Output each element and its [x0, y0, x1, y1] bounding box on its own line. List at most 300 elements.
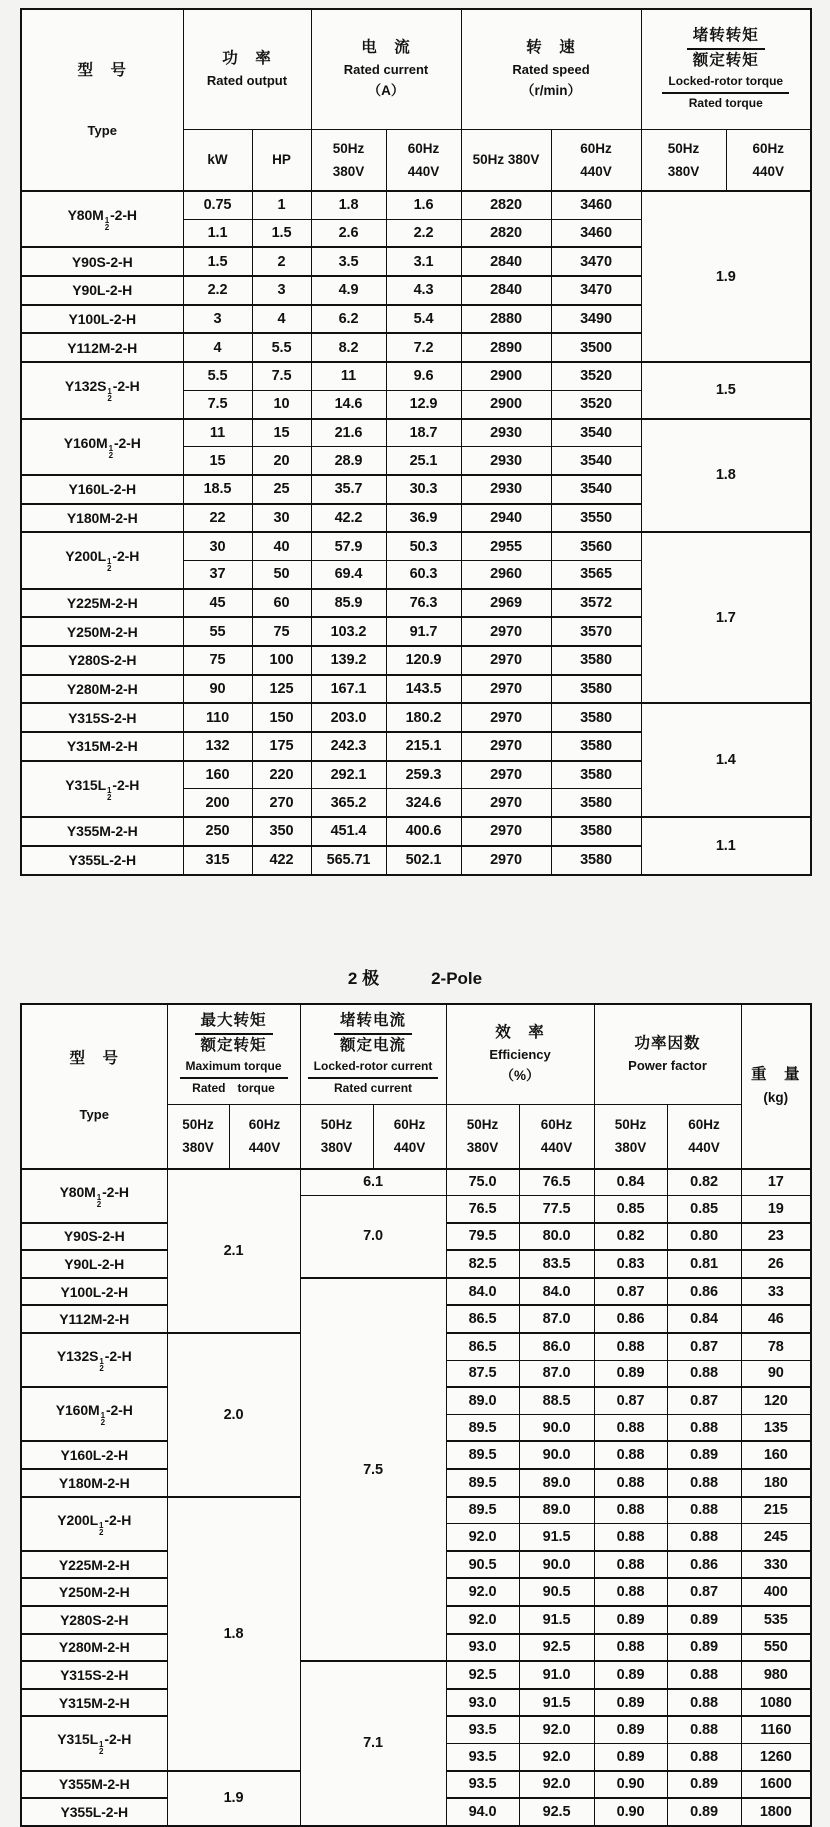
value-cell: 2930 [461, 447, 551, 475]
torque-ratio-cell: 1.8 [641, 419, 811, 533]
value-cell: 55 [183, 617, 252, 646]
value-cell: 78 [741, 1333, 811, 1360]
value-cell: 79.5 [446, 1223, 519, 1251]
value-cell: 2900 [461, 390, 551, 418]
performance-table [20, 1003, 812, 1827]
value-cell: 0.88 [594, 1441, 667, 1469]
value-cell: 1600 [741, 1771, 811, 1799]
value-cell: 90.0 [519, 1414, 594, 1441]
value-cell: 60.3 [386, 560, 461, 588]
value-cell: 0.86 [667, 1278, 741, 1306]
motor-type-cell: Y250M-2-H [21, 617, 183, 646]
value-cell: 0.80 [667, 1223, 741, 1251]
value-cell: 0.89 [594, 1743, 667, 1770]
subheader-current-60hz: 60Hz 440V [386, 129, 461, 191]
value-cell: 19 [741, 1196, 811, 1223]
value-cell: 3570 [551, 617, 641, 646]
value-cell: 3580 [551, 789, 641, 817]
value-cell: 1160 [741, 1716, 811, 1743]
value-cell: 3572 [551, 589, 641, 618]
pole-caption [0, 964, 830, 989]
value-cell: 30 [183, 532, 252, 560]
motor-type-cell: Y180M-2-H [21, 504, 183, 533]
value-cell: 12.9 [386, 390, 461, 418]
value-cell: 18.5 [183, 475, 252, 504]
value-cell: 315 [183, 846, 252, 875]
motor-type-cell: Y355L-2-H [21, 1798, 167, 1826]
value-cell: 84.0 [519, 1278, 594, 1306]
value-cell: 91.5 [519, 1524, 594, 1551]
col-header-max-torque: 最大转矩 额定转矩 Maximum torque Rated torque [167, 1004, 300, 1105]
value-cell: 0.89 [667, 1798, 741, 1826]
value-cell: 3490 [551, 305, 641, 334]
value-cell: 0.85 [667, 1196, 741, 1223]
value-cell: 0.88 [667, 1414, 741, 1441]
value-cell: 175 [252, 732, 311, 761]
value-cell: 1.5 [183, 247, 252, 276]
motor-type-cell: Y160M 1 2 -2-H [21, 1387, 167, 1441]
value-cell: 89.5 [446, 1414, 519, 1441]
value-cell: 4.3 [386, 276, 461, 305]
value-cell: 92.5 [446, 1661, 519, 1689]
value-cell: 90.0 [519, 1551, 594, 1579]
value-cell: 3460 [551, 191, 641, 219]
value-cell: 0.89 [594, 1661, 667, 1689]
value-cell: 0.88 [594, 1634, 667, 1662]
value-cell: 0.88 [594, 1497, 667, 1524]
value-cell: 3550 [551, 504, 641, 533]
value-cell: 4 [183, 333, 252, 362]
motor-type-cell: Y315L 1 2 -2-H [21, 1716, 167, 1770]
value-cell: 2.6 [311, 219, 386, 247]
value-cell: 90 [183, 675, 252, 704]
value-cell: 60 [252, 589, 311, 618]
value-cell: 0.87 [594, 1387, 667, 1414]
value-cell: 3520 [551, 390, 641, 418]
value-cell: 2970 [461, 675, 551, 704]
value-cell: 400 [741, 1578, 811, 1606]
current-ratio-cell: 6.1 [300, 1169, 446, 1196]
value-cell: 11 [183, 419, 252, 447]
col-header-power-factor: 功率因数 Power factor [594, 1004, 741, 1105]
value-cell: 7.5 [183, 390, 252, 418]
max-torque-ratio-cell: 2.1 [167, 1169, 300, 1334]
value-cell: 46 [741, 1305, 811, 1333]
value-cell: 9.6 [386, 362, 461, 390]
value-cell: 215 [741, 1497, 811, 1524]
value-cell: 0.90 [594, 1771, 667, 1799]
value-cell: 250 [183, 817, 252, 846]
value-cell: 220 [252, 761, 311, 789]
value-cell: 2955 [461, 532, 551, 560]
value-cell: 3580 [551, 675, 641, 704]
value-cell: 200 [183, 789, 252, 817]
value-cell: 0.88 [594, 1524, 667, 1551]
subheader-pf-60hz: 60Hz 440V [667, 1105, 741, 1169]
value-cell: 0.87 [594, 1278, 667, 1306]
value-cell: 92.0 [446, 1578, 519, 1606]
value-cell: 75.0 [446, 1169, 519, 1196]
value-cell: 0.89 [667, 1634, 741, 1662]
subheader-speed-60hz: 60Hz 440V [551, 129, 641, 191]
type-label-en: Type [87, 123, 117, 138]
value-cell: 33 [741, 1278, 811, 1306]
subheader-torque-50hz: 50Hz 380V [641, 129, 726, 191]
value-cell: 2880 [461, 305, 551, 334]
value-cell: 57.9 [311, 532, 386, 560]
value-cell: 84.0 [446, 1278, 519, 1306]
value-cell: 3580 [551, 761, 641, 789]
motor-type-cell: Y160L-2-H [21, 475, 183, 504]
torque-ratio-cell: 1.5 [641, 362, 811, 418]
value-cell: 3580 [551, 703, 641, 732]
motor-type-cell: Y200L 1 2 -2-H [21, 532, 183, 588]
value-cell: 1080 [741, 1689, 811, 1717]
value-cell: 1 [252, 191, 311, 219]
motor-type-cell: Y280S-2-H [21, 646, 183, 675]
value-cell: 0.83 [594, 1250, 667, 1278]
value-cell: 2.2 [183, 276, 252, 305]
value-cell: 94.0 [446, 1798, 519, 1826]
value-cell: 92.5 [519, 1634, 594, 1662]
value-cell: 110 [183, 703, 252, 732]
table-row [21, 419, 811, 447]
value-cell: 17 [741, 1169, 811, 1196]
value-cell: 2820 [461, 219, 551, 247]
col-header-power: 功 率 Rated output [183, 9, 311, 129]
value-cell: 30 [252, 504, 311, 533]
motor-type-cell: Y315L 1 2 -2-H [21, 761, 183, 817]
col-header-type: 型 号 Type [21, 1004, 167, 1169]
value-cell: 451.4 [311, 817, 386, 846]
value-cell: 215.1 [386, 732, 461, 761]
motor-type-cell: Y132S 1 2 -2-H [21, 1333, 167, 1387]
value-cell: 0.84 [667, 1305, 741, 1333]
max-torque-ratio-cell: 1.9 [167, 1771, 300, 1826]
value-cell: 3460 [551, 219, 641, 247]
value-cell: 21.6 [311, 419, 386, 447]
motor-type-cell: Y355M-2-H [21, 817, 183, 846]
value-cell: 15 [252, 419, 311, 447]
value-cell: 3560 [551, 532, 641, 560]
value-cell: 87.0 [519, 1360, 594, 1387]
value-cell: 40 [252, 532, 311, 560]
motor-type-cell: Y225M-2-H [21, 589, 183, 618]
value-cell: 86.0 [519, 1333, 594, 1360]
value-cell: 143.5 [386, 675, 461, 704]
value-cell: 0.88 [667, 1661, 741, 1689]
value-cell: 37 [183, 560, 252, 588]
value-cell: 103.2 [311, 617, 386, 646]
value-cell: 89.0 [519, 1497, 594, 1524]
value-cell: 180.2 [386, 703, 461, 732]
value-cell: 3 [183, 305, 252, 334]
value-cell: 3500 [551, 333, 641, 362]
value-cell: 50.3 [386, 532, 461, 560]
col-header-weight: 重 量 (kg) [741, 1004, 811, 1169]
value-cell: 120.9 [386, 646, 461, 675]
value-cell: 0.88 [667, 1360, 741, 1387]
value-cell: 2900 [461, 362, 551, 390]
value-cell: 92.5 [519, 1798, 594, 1826]
col-header-locked-rotor-current: 堵转电流 额定电流 Locked-rotor current Rated current [300, 1004, 446, 1105]
motor-type-cell: Y100L-2-H [21, 1278, 167, 1306]
table-row [21, 532, 811, 560]
value-cell: 0.88 [594, 1333, 667, 1360]
value-cell: 89.5 [446, 1441, 519, 1469]
value-cell: 3580 [551, 646, 641, 675]
value-cell: 400.6 [386, 817, 461, 846]
subheader-current-50hz: 50Hz 380V [300, 1105, 373, 1169]
value-cell: 350 [252, 817, 311, 846]
value-cell: 89.0 [446, 1387, 519, 1414]
value-cell: 11 [311, 362, 386, 390]
value-cell: 0.81 [667, 1250, 741, 1278]
subheader-kw: kW [183, 129, 252, 191]
value-cell: 3470 [551, 247, 641, 276]
value-cell: 90.5 [446, 1551, 519, 1579]
value-cell: 120 [741, 1387, 811, 1414]
value-cell: 502.1 [386, 846, 461, 875]
value-cell: 3.5 [311, 247, 386, 276]
value-cell: 0.88 [667, 1497, 741, 1524]
value-cell: 1800 [741, 1798, 811, 1826]
table-row [21, 1661, 811, 1689]
value-cell: 35.7 [311, 475, 386, 504]
subheader-current-50hz: 50Hz 380V [311, 129, 386, 191]
value-cell: 0.88 [667, 1469, 741, 1497]
table-row [21, 817, 811, 846]
value-cell: 8.2 [311, 333, 386, 362]
value-cell: 2970 [461, 761, 551, 789]
value-cell: 30.3 [386, 475, 461, 504]
value-cell: 0.88 [594, 1551, 667, 1579]
value-cell: 259.3 [386, 761, 461, 789]
subheader-torque-60hz: 60Hz 440V [726, 129, 811, 191]
motor-type-cell: Y100L-2-H [21, 305, 183, 334]
value-cell: 2969 [461, 589, 551, 618]
value-cell: 4.9 [311, 276, 386, 305]
value-cell: 292.1 [311, 761, 386, 789]
value-cell: 3520 [551, 362, 641, 390]
value-cell: 565.71 [311, 846, 386, 875]
value-cell: 242.3 [311, 732, 386, 761]
value-cell: 89.5 [446, 1497, 519, 1524]
motor-type-cell: Y90L-2-H [21, 1250, 167, 1278]
value-cell: 77.5 [519, 1196, 594, 1223]
motor-type-cell: Y80M 1 2 -2-H [21, 1169, 167, 1223]
value-cell: 90.5 [519, 1578, 594, 1606]
value-cell: 2 [252, 247, 311, 276]
torque-ratio-cell: 1.1 [641, 817, 811, 874]
value-cell: 135 [741, 1414, 811, 1441]
value-cell: 0.87 [667, 1387, 741, 1414]
motor-type-cell: Y112M-2-H [21, 333, 183, 362]
col-header-locked-rotor-torque: 堵转转矩 额定转矩 Locked-rotor torque Rated torque [641, 9, 811, 129]
value-cell: 3470 [551, 276, 641, 305]
torque-ratio-cell: 1.7 [641, 532, 811, 703]
value-cell: 76.5 [446, 1196, 519, 1223]
value-cell: 91.0 [519, 1661, 594, 1689]
motor-type-cell: Y132S 1 2 -2-H [21, 362, 183, 418]
value-cell: 2890 [461, 333, 551, 362]
value-cell: 0.88 [667, 1524, 741, 1551]
value-cell: 22 [183, 504, 252, 533]
value-cell: 2930 [461, 419, 551, 447]
motor-type-cell: Y90S-2-H [21, 247, 183, 276]
value-cell: 36.9 [386, 504, 461, 533]
value-cell: 365.2 [311, 789, 386, 817]
value-cell: 0.89 [594, 1360, 667, 1387]
motor-type-cell: Y315M-2-H [21, 1689, 167, 1717]
type-label-cn: 型 号 [77, 62, 127, 79]
value-cell: 422 [252, 846, 311, 875]
value-cell: 3565 [551, 560, 641, 588]
value-cell: 5.5 [252, 333, 311, 362]
value-cell: 0.88 [594, 1414, 667, 1441]
motor-type-cell: Y315M-2-H [21, 732, 183, 761]
value-cell: 6.2 [311, 305, 386, 334]
value-cell: 0.87 [667, 1333, 741, 1360]
value-cell: 3580 [551, 732, 641, 761]
motor-type-cell: Y280M-2-H [21, 675, 183, 704]
max-torque-ratio-cell: 1.8 [167, 1497, 300, 1771]
value-cell: 93.0 [446, 1689, 519, 1717]
motor-type-cell: Y225M-2-H [21, 1551, 167, 1579]
value-cell: 0.89 [667, 1771, 741, 1799]
value-cell: 2840 [461, 247, 551, 276]
value-cell: 0.90 [594, 1798, 667, 1826]
value-cell: 93.5 [446, 1716, 519, 1743]
motor-type-cell: Y160M 1 2 -2-H [21, 419, 183, 475]
value-cell: 88.5 [519, 1387, 594, 1414]
value-cell: 20 [252, 447, 311, 475]
value-cell: 7.5 [252, 362, 311, 390]
value-cell: 69.4 [311, 560, 386, 588]
value-cell: 42.2 [311, 504, 386, 533]
value-cell: 2970 [461, 789, 551, 817]
value-cell: 550 [741, 1634, 811, 1662]
value-cell: 1260 [741, 1743, 811, 1770]
max-torque-ratio-cell: 2.0 [167, 1333, 300, 1497]
value-cell: 92.0 [446, 1606, 519, 1634]
value-cell: 89.5 [446, 1469, 519, 1497]
motor-type-cell: Y315S-2-H [21, 703, 183, 732]
value-cell: 0.89 [594, 1716, 667, 1743]
value-cell: 2970 [461, 846, 551, 875]
table-row [21, 1169, 811, 1196]
value-cell: 2940 [461, 504, 551, 533]
value-cell: 2840 [461, 276, 551, 305]
value-cell: 3 [252, 276, 311, 305]
value-cell: 3580 [551, 846, 641, 875]
value-cell: 50 [252, 560, 311, 588]
value-cell: 90 [741, 1360, 811, 1387]
value-cell: 139.2 [311, 646, 386, 675]
value-cell: 25.1 [386, 447, 461, 475]
value-cell: 330 [741, 1551, 811, 1579]
subheader-speed-50hz: 50Hz 380V [461, 129, 551, 191]
current-ratio-cell: 7.5 [300, 1278, 446, 1661]
value-cell: 15 [183, 447, 252, 475]
value-cell: 28.9 [311, 447, 386, 475]
motor-type-cell: Y90S-2-H [21, 1223, 167, 1251]
value-cell: 2970 [461, 817, 551, 846]
value-cell: 2970 [461, 646, 551, 675]
value-cell: 91.7 [386, 617, 461, 646]
value-cell: 245 [741, 1524, 811, 1551]
pole-caption-cn: 2 极 [347, 968, 380, 988]
value-cell: 980 [741, 1661, 811, 1689]
value-cell: 14.6 [311, 390, 386, 418]
value-cell: 3580 [551, 817, 641, 846]
current-ratio-cell: 7.0 [300, 1196, 446, 1278]
col-header-type [21, 9, 183, 191]
value-cell: 2820 [461, 191, 551, 219]
value-cell: 180 [741, 1469, 811, 1497]
value-cell: 100 [252, 646, 311, 675]
motor-type-cell: Y355L-2-H [21, 846, 183, 875]
value-cell: 535 [741, 1606, 811, 1634]
value-cell: 2970 [461, 732, 551, 761]
value-cell: 2970 [461, 617, 551, 646]
value-cell: 91.5 [519, 1689, 594, 1717]
value-cell: 0.88 [667, 1689, 741, 1717]
value-cell: 0.75 [183, 191, 252, 219]
value-cell: 87.5 [446, 1360, 519, 1387]
value-cell: 203.0 [311, 703, 386, 732]
value-cell: 92.0 [519, 1771, 594, 1799]
value-cell: 160 [183, 761, 252, 789]
col-header-current: 电 流 Rated current （A） [311, 9, 461, 129]
value-cell: 82.5 [446, 1250, 519, 1278]
value-cell: 0.82 [594, 1223, 667, 1251]
motor-type-cell: Y315S-2-H [21, 1661, 167, 1689]
current-ratio-cell: 7.1 [300, 1661, 446, 1826]
value-cell: 85.9 [311, 589, 386, 618]
value-cell: 76.5 [519, 1169, 594, 1196]
value-cell: 45 [183, 589, 252, 618]
value-cell: 23 [741, 1223, 811, 1251]
value-cell: 93.5 [446, 1771, 519, 1799]
motor-type-cell: Y160L-2-H [21, 1441, 167, 1469]
motor-type-cell: Y355M-2-H [21, 1771, 167, 1799]
col-header-efficiency: 效 率 Efficiency （%） [446, 1004, 594, 1105]
table-row [21, 703, 811, 732]
value-cell: 3540 [551, 475, 641, 504]
subheader-torque-50hz: 50Hz 380V [167, 1105, 229, 1169]
value-cell: 150 [252, 703, 311, 732]
value-cell: 2.2 [386, 219, 461, 247]
value-cell: 0.89 [667, 1441, 741, 1469]
value-cell: 4 [252, 305, 311, 334]
value-cell: 75 [252, 617, 311, 646]
value-cell: 92.0 [446, 1524, 519, 1551]
value-cell: 76.3 [386, 589, 461, 618]
motor-type-cell: Y112M-2-H [21, 1305, 167, 1333]
subheader-hp: HP [252, 129, 311, 191]
value-cell: 167.1 [311, 675, 386, 704]
value-cell: 86.5 [446, 1333, 519, 1360]
value-cell: 324.6 [386, 789, 461, 817]
col-header-speed: 转 速 Rated speed （r/min） [461, 9, 641, 129]
value-cell: 1.8 [311, 191, 386, 219]
value-cell: 83.5 [519, 1250, 594, 1278]
value-cell: 0.88 [667, 1743, 741, 1770]
value-cell: 3540 [551, 419, 641, 447]
value-cell: 270 [252, 789, 311, 817]
value-cell: 0.88 [594, 1578, 667, 1606]
